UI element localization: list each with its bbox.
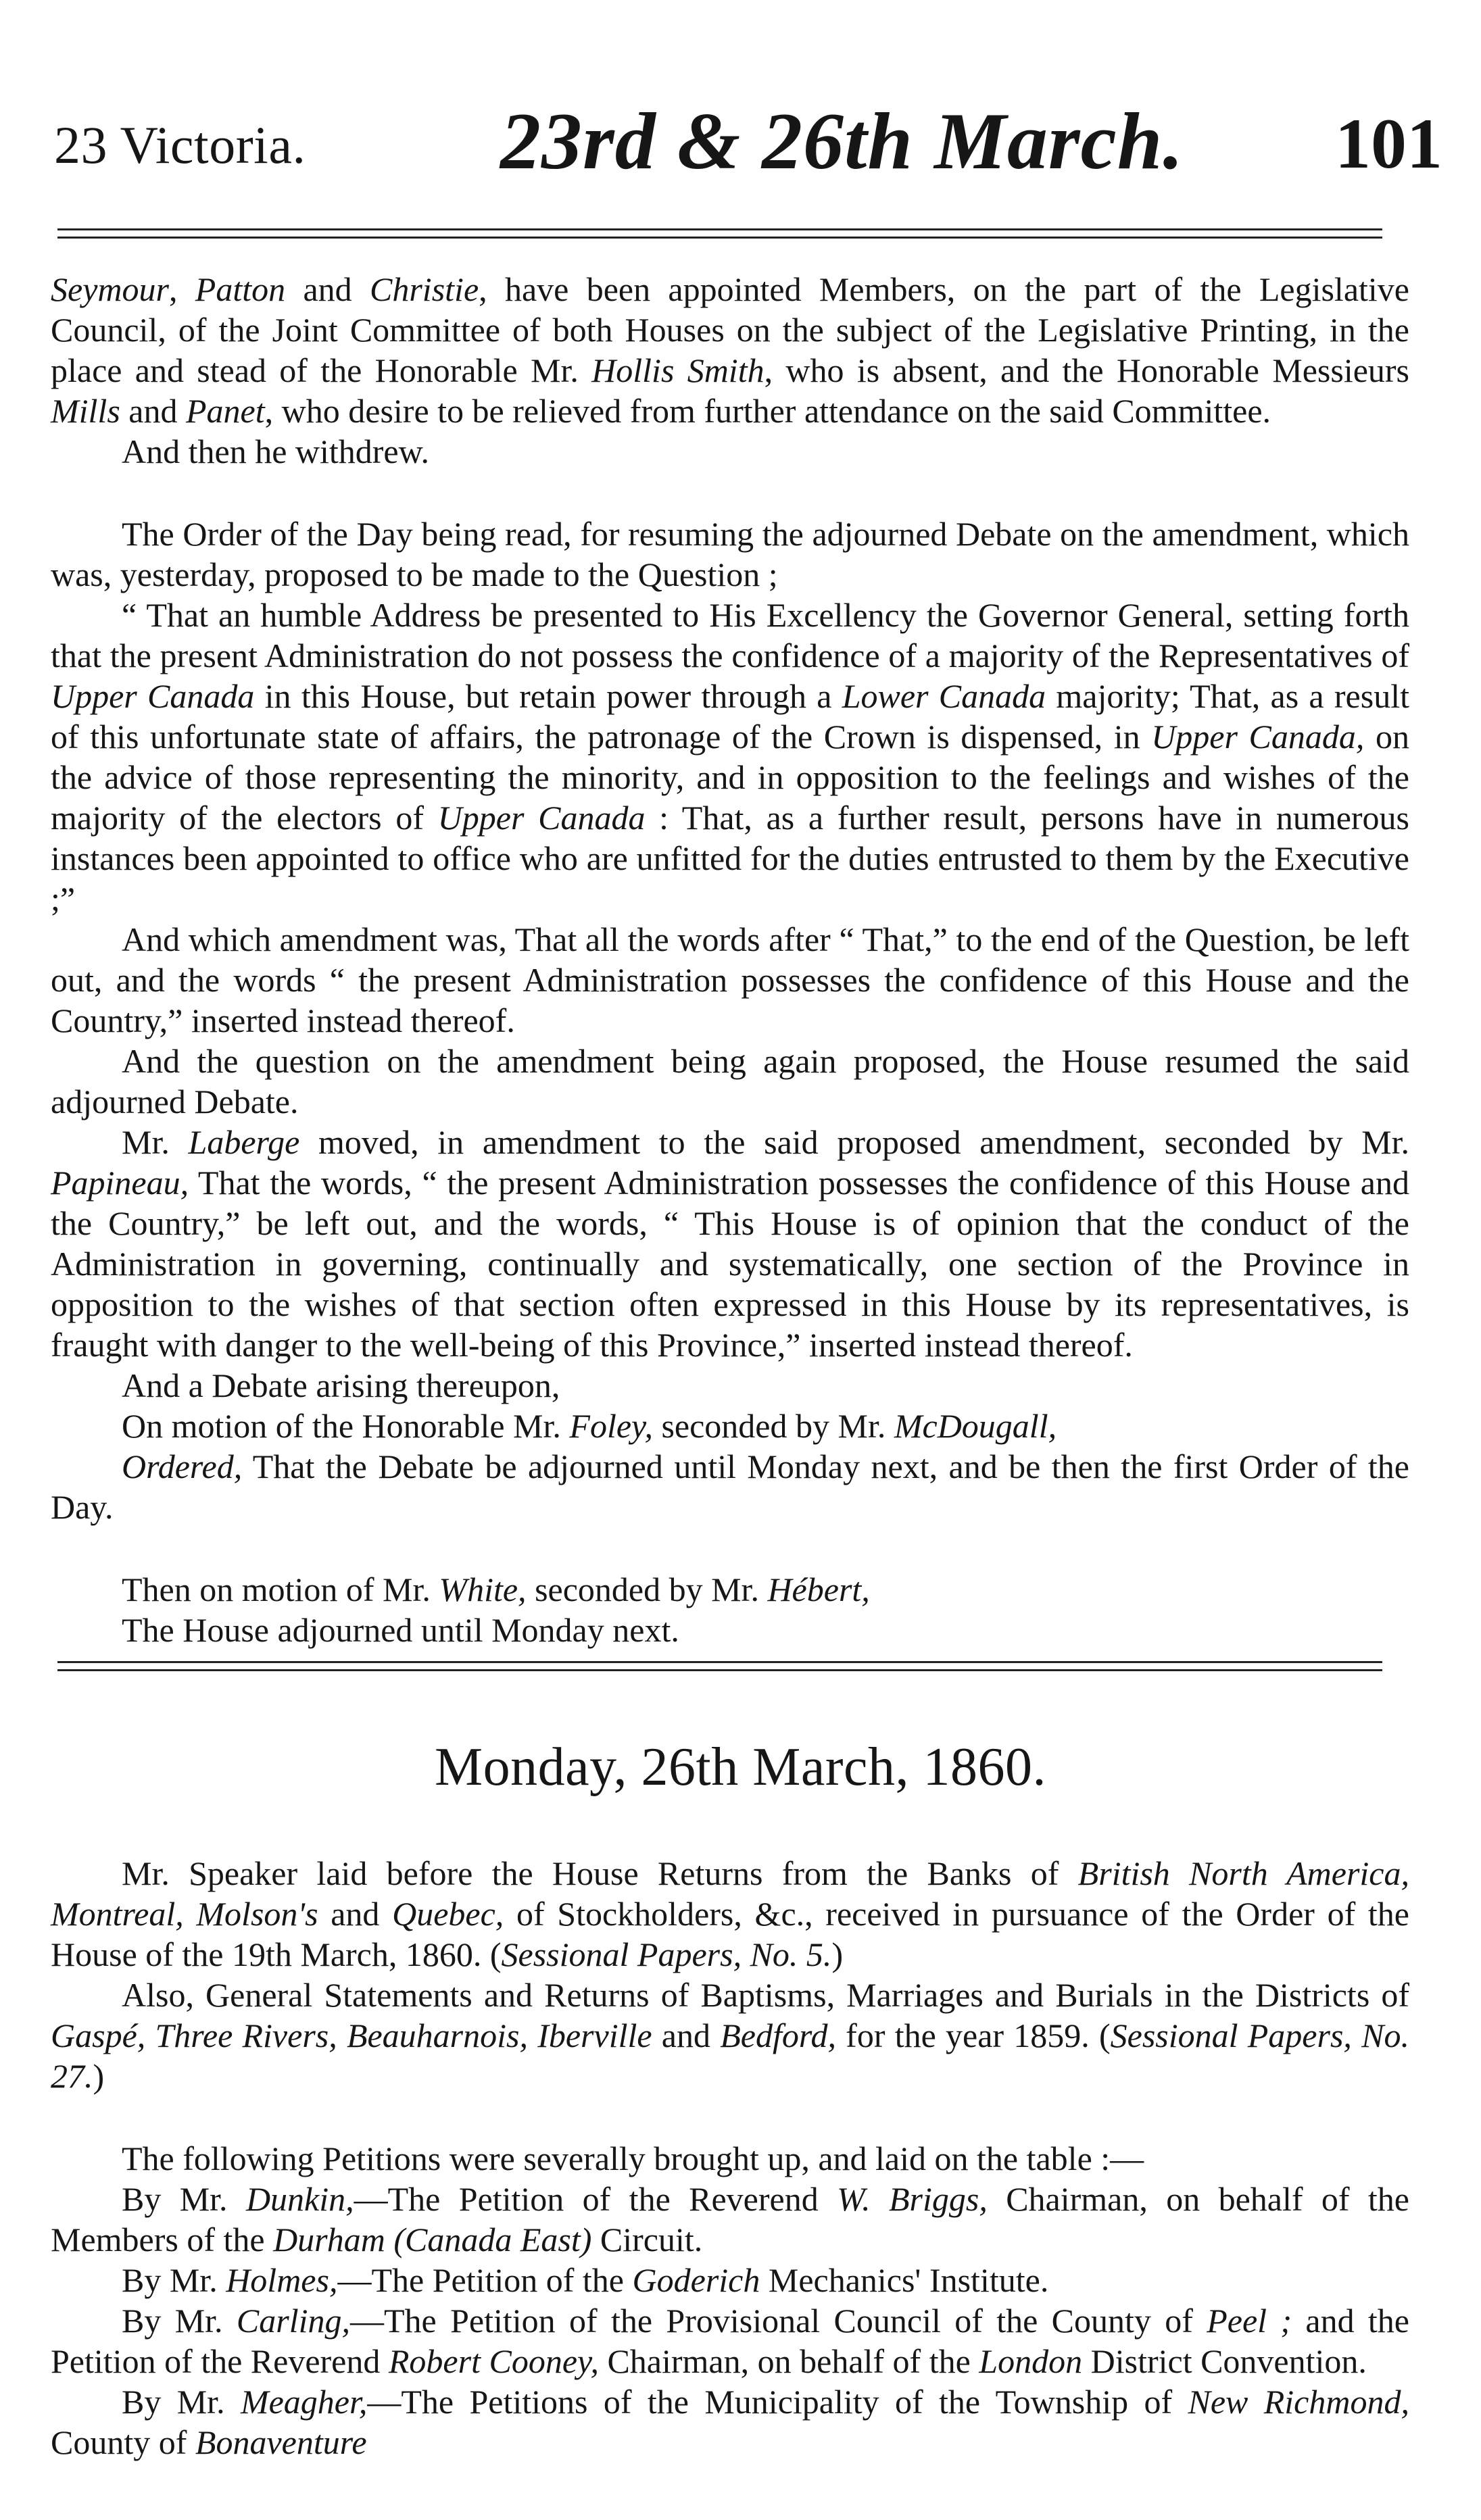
session-label: 23 Victoria. bbox=[54, 116, 306, 174]
ordered-paragraph: Ordered, That the Debate be adjourned until Monday next, and be then the first Order of the Day. bbox=[51, 1448, 1409, 1526]
laberge-amendment-paragraph: Mr. Laberge moved, in amendment to the said proposed amendment, seconded by Mr. Papineau, That the words, “ the present Administration possesses the confidence of this House and the Country,” be left out, and the words, “ This House is of opinion that the conduct of the Administration in governing, continually and systematically, one section of the Province in opposition to the wishes of that section often expressed in this House by its representatives, is fraught with danger to the well-being of this Province,” inserted instead thereof. bbox=[51, 1123, 1409, 1364]
order-of-day-paragraph: The Order of the Day being read, for resuming the adjourned Debate on the amendment, which was, yesterday, proposed to be made to the Question ; bbox=[51, 515, 1409, 593]
section-rule-top bbox=[57, 1661, 1382, 1663]
name-patton: Patton bbox=[195, 270, 286, 308]
legislative-council-message: Seymour, Patton and Christie, have been appointed Members, on the part of the Legislative Council, of the Joint Committee of both Houses on the subject of the Legislative Printing, in the place and stead of the Honorable Mr. Hollis Smith, who is absent, and the Honorable Messieurs Mills and Panet, who desire to be relieved from further attendance on the said Committee. bbox=[51, 270, 1410, 430]
running-header bbox=[47, 88, 1442, 189]
petitions-intro-line: The following Petitions were severally brought up, and laid on the table :— bbox=[122, 2140, 1144, 2177]
proceedings-block-1 bbox=[51, 269, 1409, 1650]
page-date-title: 23rd & 26th March. bbox=[500, 96, 1184, 186]
proceedings-block-2 bbox=[51, 1853, 1409, 2463]
name-panet: Panet bbox=[186, 392, 265, 430]
petition-meagher: By Mr. Meagher,—The Petitions of the Municipality of the Township of New Richmond, County of Bonaventure bbox=[51, 2383, 1409, 2461]
debate-arising-line: And a Debate arising thereupon, bbox=[122, 1366, 560, 1404]
name-christie: Christie bbox=[370, 270, 479, 308]
white-motion-line: Then on motion of Mr. White, seconded by Mr. Hébert, bbox=[122, 1571, 870, 1608]
petition-dunkin: By Mr. Dunkin,—The Petition of the Reverend W. Briggs, Chairman, on behalf of the Members of the Durham (Canada East) Circuit. bbox=[51, 2180, 1409, 2258]
petition-holmes: By Mr. Holmes,—The Petition of the Goderich Mechanics' Institute. bbox=[122, 2261, 1049, 2299]
header-rule-top bbox=[57, 228, 1382, 230]
name-seymour: Seymour bbox=[51, 270, 169, 308]
header-rule-bottom bbox=[57, 237, 1382, 239]
page-number: 101 bbox=[1335, 104, 1442, 183]
sitting-date-heading: Monday, 26th March, 1860. bbox=[435, 1737, 1046, 1797]
humble-address-paragraph: “ That an humble Address be presented to His Excellency the Governor General, setting forth that the present Administration do not possess the confidence of a majority of the Representatives of Upper Canada in this House, but retain power through a Lower Canada majority; That, as a result of this unfortunate state of affairs, the patronage of the Crown is dispensed, in Upper Canada, on the advice of those representing the minority, and in opposition to the feelings and wishes of the majority of the electors of Upper Canada : That, as a further result, persons have in numerous instances been appointed to office who are unfitted for the duties entrusted to them by the Executive ;” bbox=[51, 596, 1410, 918]
house-adjourned-line: The House adjourned until Monday next. bbox=[122, 1611, 679, 1649]
withdrew-line: And then he withdrew. bbox=[122, 433, 429, 470]
baptisms-returns-paragraph: Also, General Statements and Returns of Baptisms, Marriages and Burials in the Districts of Gaspé, Three Rivers, Beauharnois, Iberville and Bedford, for the year 1859. (Sessional Papers, No. 27.) bbox=[51, 1976, 1409, 2095]
section-rule-bottom bbox=[57, 1669, 1382, 1671]
petition-carling: By Mr. Carling,—The Petition of the Provisional Council of the County of Peel ; and the Petition of the Reverend Robert Cooney, Chairman, on behalf of the London District Convention. bbox=[51, 2302, 1409, 2380]
name-hollis-smith: Hollis Smith bbox=[591, 351, 764, 389]
name-mills: Mills bbox=[51, 392, 120, 430]
speaker-returns-paragraph: Mr. Speaker laid before the House Returns from the Banks of British North America, Montreal, Molson's and Quebec, of Stockholders, &c., received in pursuance of the Order of the House of the 19th March, 1860. (Sessional Papers, No. 5.) bbox=[51, 1854, 1409, 1973]
debate-resumed-paragraph: And the question on the amendment being again proposed, the House resumed the said adjourned Debate. bbox=[51, 1042, 1409, 1120]
foley-motion-line: On motion of the Honorable Mr. Foley, seconded by Mr. McDougall, bbox=[122, 1407, 1057, 1445]
amendment-paragraph: And which amendment was, That all the words after “ That,” to the end of the Question, be left out, and the words “ the present Administration possesses the confidence of this House and the Country,” inserted instead thereof. bbox=[51, 920, 1409, 1039]
